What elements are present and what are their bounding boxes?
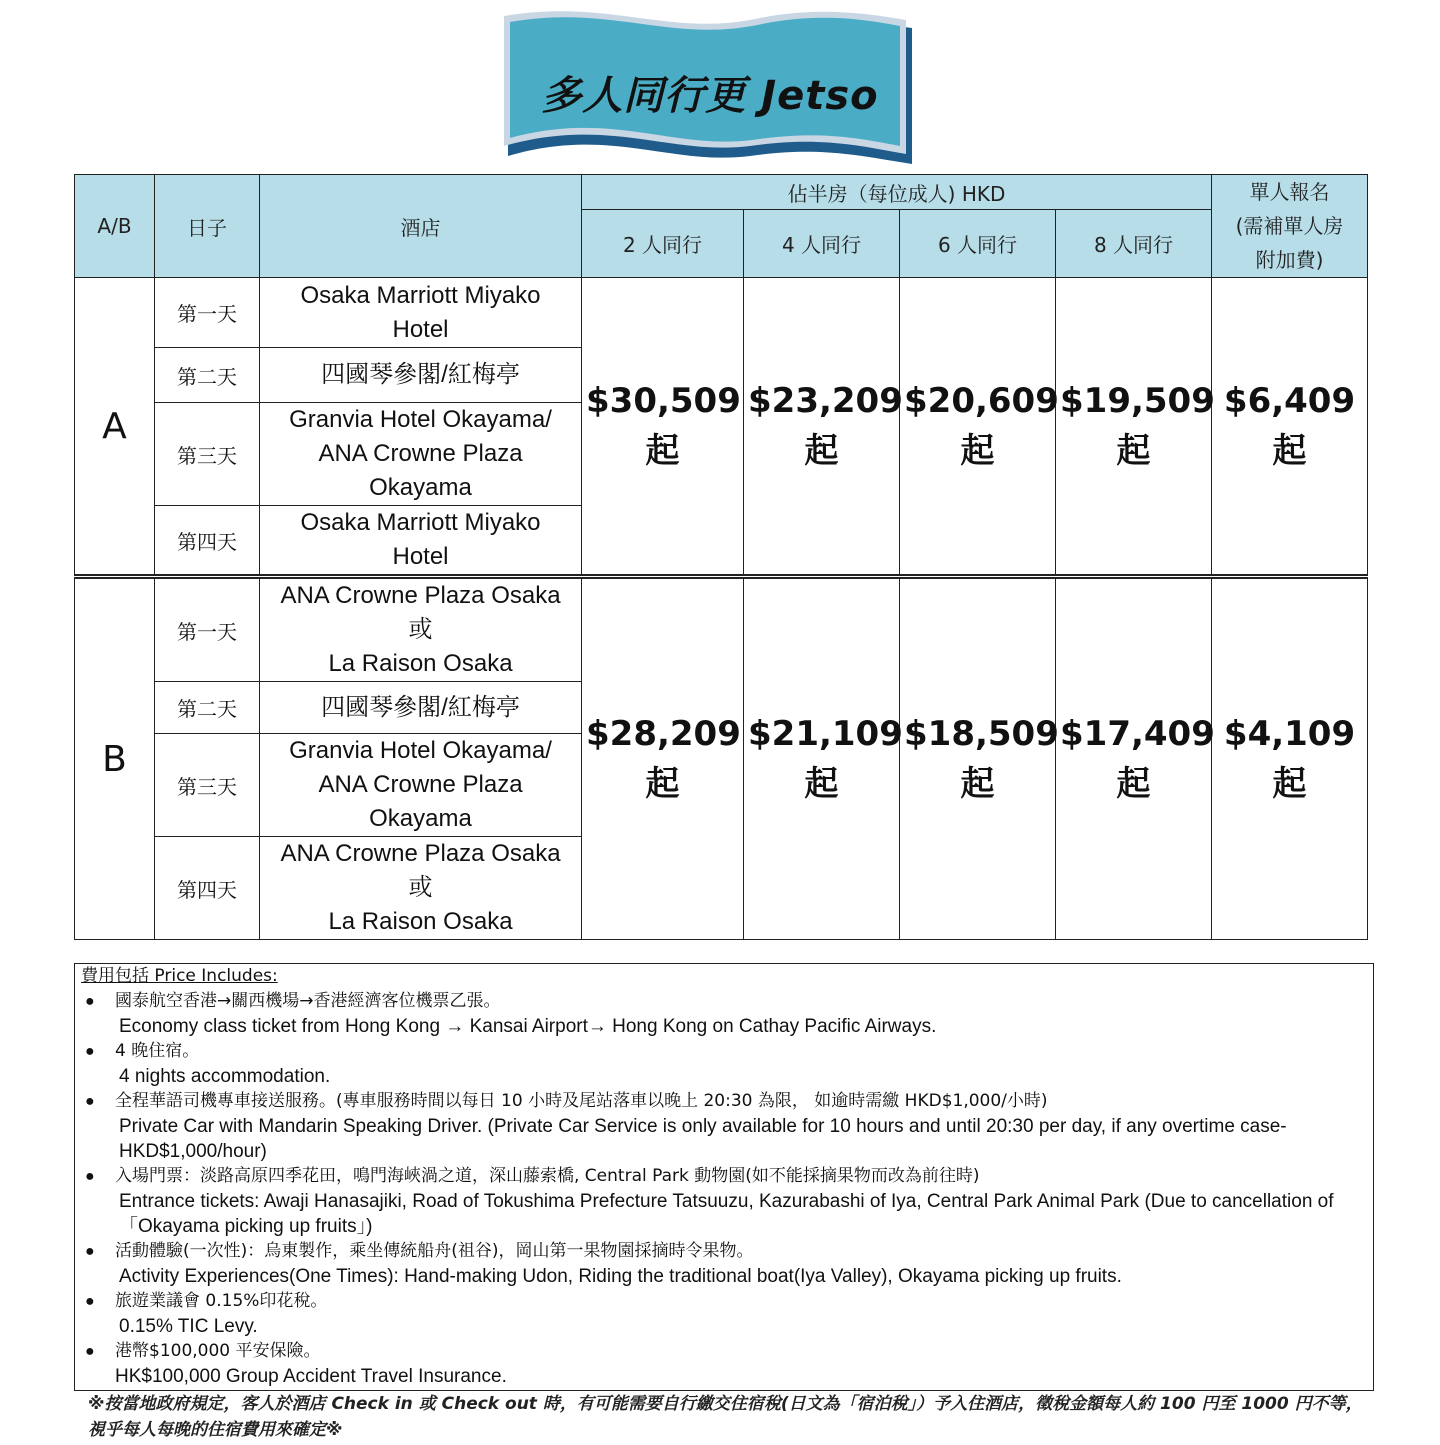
banner-title: 多人同行更 Jetso	[541, 73, 879, 119]
col-header-pax-4: 4 人同行	[744, 210, 900, 278]
item-en: Economy class ticket from Hong Kong → Kansai Airport→ Hong Kong on Cathay Pacific Airways.	[119, 1016, 937, 1037]
bullet-icon: ●	[85, 1043, 95, 1060]
item-zh: 國泰航空香港→關西機場→香港經濟客位機票乙張。	[115, 991, 501, 1011]
col-header-pax-6: 6 人同行	[900, 210, 1056, 278]
item-en: Private Car with Mandarin Speaking Driver. (Private Car Service is only available for 10 hours and until 20:30 per day, if any overtime case-HKD$1,000/hour)	[119, 1116, 1287, 1162]
bullet-icon: ●	[85, 1093, 95, 1110]
col-header-pax-8: 8 人同行	[1056, 210, 1212, 278]
bullet-icon: ●	[85, 1293, 95, 1310]
item-zh: 4 晚住宿。	[115, 1041, 200, 1061]
list-item	[81, 1039, 1373, 1089]
hotel-cell: 四國琴參閣/紅梅亭	[260, 348, 582, 403]
col-header-single: 單人報名 (需補單人房 附加費)	[1212, 175, 1368, 278]
price-includes-heading: 費用包括 Price Includes:	[81, 966, 278, 986]
price-b-6pax: $18,509 起	[900, 577, 1056, 940]
bullet-icon: ●	[85, 1343, 95, 1360]
item-zh: 入場門票：淡路高原四季花田，鳴門海峽渦之道，深山藤索橋, Central Park 動物園(如不能採摘果物而改為前往時)	[115, 1166, 980, 1186]
item-zh: 旅遊業議會 0.15%印花稅。	[115, 1291, 328, 1311]
price-a-8pax: $19,509 起	[1056, 278, 1212, 577]
day-cell: 第一天	[155, 278, 260, 348]
col-header-day: 日子	[155, 175, 260, 278]
tax-note: ※按當地政府規定，客人於酒店 Check in 或 Check out 時，有可能需要自行繳交住宿稅(日文為「宿泊稅」）予入住酒店，徵稅金額每人約 100 円至 1000 円不等，視乎每人每晚的住宿費用來確定※	[88, 1394, 1363, 1440]
price-b-2pax: $28,209 起	[582, 577, 744, 940]
day-cell: 第一天	[155, 577, 260, 682]
item-zh: 全程華語司機專車接送服務。(專車服務時間以每日 10 小時及尾站落車以晚上 20:30 為限， 如逾時需繳 HKD$1,000/小時)	[115, 1091, 1048, 1111]
day-cell: 第四天	[155, 837, 260, 940]
header-row-1	[75, 175, 1368, 210]
bullet-icon: ●	[85, 1168, 95, 1185]
day-cell: 第二天	[155, 682, 260, 734]
item-en: 4 nights accommodation.	[119, 1066, 331, 1087]
group-label-b: B	[75, 577, 155, 940]
bullet-icon: ●	[85, 993, 95, 1010]
price-a-single: $6,409 起	[1212, 278, 1368, 577]
hotel-cell: Granvia Hotel Okayama/ ANA Crowne Plaza Okayama	[260, 734, 582, 837]
price-b-single: $4,109 起	[1212, 577, 1368, 940]
hotel-cell: 四國琴參閣/紅梅亭	[260, 682, 582, 734]
banner	[500, 6, 920, 171]
item-en: Activity Experiences(One Times): Hand-making Udon, Riding the traditional boat(Iya Valley), Okayama picking up fruits.	[119, 1266, 1122, 1287]
bullet-icon: ●	[85, 1243, 95, 1260]
day-cell: 第四天	[155, 506, 260, 577]
day-cell: 第三天	[155, 403, 260, 506]
item-en: 0.15% TIC Levy.	[119, 1316, 258, 1337]
hotel-cell: Osaka Marriott Miyako Hotel	[260, 506, 582, 577]
day-cell: 第二天	[155, 348, 260, 403]
price-table	[74, 174, 1368, 940]
col-header-pax-2: 2 人同行	[582, 210, 744, 278]
col-header-ab: A/B	[75, 175, 155, 278]
item-zh: 港幣$100,000 平安保險。	[115, 1341, 321, 1361]
table-row	[75, 278, 1368, 348]
hotel-cell: Osaka Marriott Miyako Hotel	[260, 278, 582, 348]
list-item	[81, 1289, 1373, 1339]
item-zh: 活動體驗(一次性)：烏東製作，乘坐傳統船舟(祖谷)，岡山第一果物園採摘時令果物。	[115, 1241, 754, 1261]
list-item	[81, 1164, 1373, 1239]
price-b-8pax: $17,409 起	[1056, 577, 1212, 940]
hotel-cell: Granvia Hotel Okayama/ ANA Crowne Plaza Okayama	[260, 403, 582, 506]
group-label-a: A	[75, 278, 155, 577]
price-a-4pax: $23,209 起	[744, 278, 900, 577]
price-b-4pax: $21,109 起	[744, 577, 900, 940]
price-a-6pax: $20,609 起	[900, 278, 1056, 577]
list-item	[81, 1339, 1373, 1389]
price-includes-box	[74, 963, 1374, 1391]
hotel-cell: ANA Crowne Plaza Osaka 或 La Raison Osaka	[260, 837, 582, 940]
col-header-half-room: 佔半房（每位成人) HKD	[582, 175, 1212, 210]
hotel-cell: ANA Crowne Plaza Osaka 或 La Raison Osaka	[260, 577, 582, 682]
price-a-2pax: $30,509 起	[582, 278, 744, 577]
item-en: Entrance tickets: Awaji Hanasajiki, Road of Tokushima Prefecture Tatsuuzu, Kazurabashi of Iya, Central Park Animal Park (Due to cancellation of 「Okayama picking up fruits」)	[119, 1191, 1334, 1237]
table-row	[75, 577, 1368, 682]
day-cell: 第三天	[155, 734, 260, 837]
list-item	[81, 1089, 1373, 1164]
item-en: HK$100,000 Group Accident Travel Insurance.	[115, 1366, 507, 1387]
list-item	[81, 1239, 1373, 1289]
list-item	[81, 989, 1373, 1039]
col-header-hotel: 酒店	[260, 175, 582, 278]
